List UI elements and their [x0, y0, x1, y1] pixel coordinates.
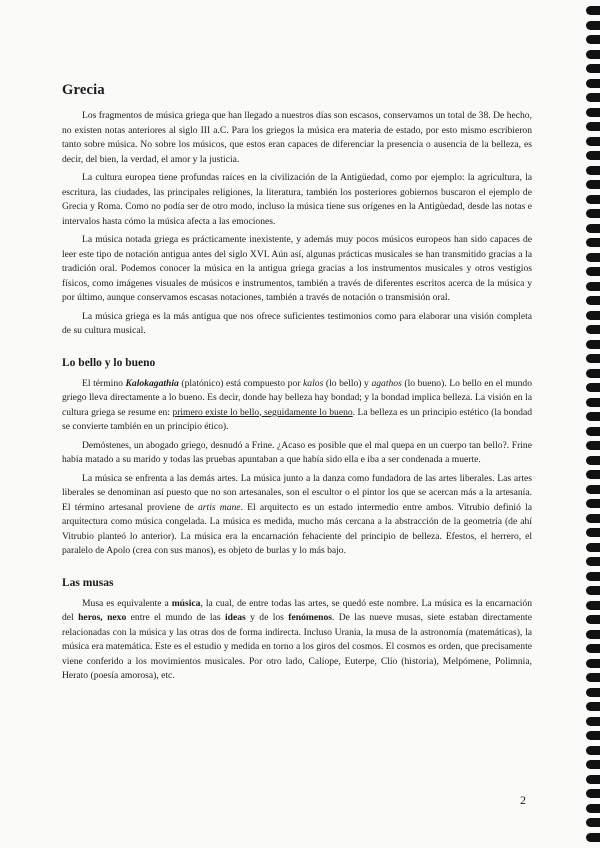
binding-ring [586, 21, 600, 30]
binding-ring [586, 514, 600, 523]
binding-ring [586, 267, 600, 276]
text-run: Los fragmentos de música griega que han llegado a nuestros días son escasos, conservamos un total de 38. De hecho, no existen notas anteriores al siglo III a.C. Para los griegos la música era materia de estado, por esto mismo escribieron tanto sobre música. No sobre los músicos, que estos eran capaces de diferenciar la presencia o ausencia de la belleza, es decir, del bien, la verdad, el amor y la justicia. [62, 110, 532, 165]
binding-ring [586, 108, 600, 117]
binding-ring [586, 804, 600, 813]
binding-ring [586, 325, 600, 334]
binding-ring [586, 746, 600, 755]
binding-ring [586, 630, 600, 639]
binding-ring [586, 224, 600, 233]
binding-ring [586, 543, 600, 552]
section-las-musas [62, 577, 532, 684]
text-run: , la cual, de entre todas las artes, se quedó este nombre. La música es la encarnación del [62, 597, 532, 623]
binding-ring [586, 441, 600, 450]
text-run: El término [82, 377, 126, 389]
text-run: La música se enfrenta a las demás artes. La música junto a la danza como fundadora de las artes liberales. Las artes liberales se denominan así puesto que no son artesanales, son el escultor o el pintor los que se acercan más a la artesanía. El término artesanal proviene de [62, 472, 532, 513]
paragraph [62, 377, 532, 435]
paragraph [62, 439, 532, 468]
paragraph [62, 109, 532, 167]
binding-ring [586, 775, 600, 784]
binding-ring [586, 586, 600, 595]
section-grecia [62, 82, 532, 339]
binding-ring [586, 673, 600, 682]
binding-ring [586, 833, 600, 842]
binding-ring [586, 253, 600, 262]
section-title: Las musas [62, 576, 114, 589]
binding-ring [586, 731, 600, 740]
section-title: Lo bello y lo bueno [62, 356, 156, 369]
binding-ring [586, 528, 600, 537]
binding-ring [586, 499, 600, 508]
document-content [62, 82, 532, 702]
binding-ring [586, 354, 600, 363]
binding-ring [586, 688, 600, 697]
text-run: kalos [303, 377, 324, 389]
text-run: y de los [245, 612, 289, 623]
text-run: Demóstenes, un abogado griego, desnudó a Frine. ¿Acaso es posible que el mal quepa en un cuerpo tan bello?. Frine había matado a su marido y todas las pruebas apuntaban a que había sido ella e iba a ser condenada a muerte. [62, 439, 532, 465]
binding-ring [586, 717, 600, 726]
binding-ring [586, 180, 600, 189]
binding-ring [586, 427, 600, 436]
binding-ring [586, 572, 600, 581]
binding-ring [586, 166, 600, 175]
binding-ring [586, 311, 600, 320]
text-run: Kalokagathia [125, 377, 179, 389]
spiral-binding [578, 6, 600, 842]
binding-ring [586, 702, 600, 711]
binding-ring [586, 601, 600, 610]
binding-ring [586, 659, 600, 668]
section-lo-bello-y-lo-bueno [62, 357, 532, 559]
text-run: . De las nueve musas, siete estaban directamente relacionadas con la música y las otras dos de forma indirecta. Incluso Urania, la musa de la astronomía (matemáticas), la música era matemática. Este es el estudio y medida en torno a los giros del cosmos. El cosmos es orden, que precisamente viene conferido a los movimientos musicales. Por otro lado, Calíope, Euterpe, Clío (historia), Melpómene, Polimnia, Herato (poesía amorosa), etc. [62, 612, 532, 681]
binding-ring [586, 456, 600, 465]
text-run: entre el mundo de las [126, 612, 225, 623]
section-title: Grecia [62, 82, 105, 98]
binding-ring [586, 818, 600, 827]
text-run: (lo bueno). Lo bello en el mundo griego lleva directamente a lo bueno. Es decir, donde hay belleza hay bondad; y la bondad implica belleza. La visión en la cultura griega se resume en: [62, 377, 532, 418]
text-run: fenómenos [288, 612, 332, 623]
paragraph [62, 310, 532, 339]
binding-ring [586, 6, 600, 15]
text-run: música [171, 597, 201, 609]
binding-ring [586, 93, 600, 102]
binding-ring [586, 50, 600, 59]
text-run: artis mane [198, 501, 241, 513]
binding-ring [586, 64, 600, 73]
paragraph [62, 171, 532, 229]
paragraph [62, 472, 532, 559]
binding-ring [586, 238, 600, 247]
binding-ring [586, 209, 600, 218]
binding-ring [586, 485, 600, 494]
text-run: Musa es equivalente a [82, 597, 172, 609]
binding-ring [586, 615, 600, 624]
binding-ring [586, 470, 600, 479]
binding-ring [586, 383, 600, 392]
binding-ring [586, 122, 600, 131]
text-run: . La belleza es un principio estético (la bondad se convierte también en un principio ético). [62, 406, 533, 432]
binding-ring [586, 137, 600, 146]
paragraph [62, 597, 532, 684]
binding-ring [586, 644, 600, 653]
binding-ring [586, 557, 600, 566]
text-run: La cultura europea tiene profundas raíces en la civilización de la Antigüedad, como por ejemplo: la agricultura, la escritura, las ciudades, las principales religiones, la literatura, también los posteriores gobiernos buscaron el ejemplo de Grecia y Roma. Como no podía ser de otro modo, incluso la música tiene sus orígenes en la Antigüedad, desde las notas e intervalos hasta cómo la música afecta a las emociones. [62, 172, 532, 227]
binding-ring [586, 398, 600, 407]
binding-ring [586, 282, 600, 291]
binding-ring [586, 35, 600, 44]
binding-ring [586, 340, 600, 349]
text-run: primero existe lo bello, seguidamente lo bueno [172, 406, 353, 418]
text-run: . El arquitecto es un estado intermedio entre ambos. Vitrubio definió la arquitectura como música congelada. La música es medida, mucho más cercana a la abstracción de la geometría (de ahí Vitrubio planteó lo anterior). La música era la encarnación fehaciente del principio de belleza. Efestos, el herrero, el paralelo de Apolo (crea con sus manos), es objeto de burlas y lo más bajo. [62, 501, 532, 556]
binding-ring [586, 296, 600, 305]
binding-ring [586, 195, 600, 204]
text-run: heros, nexo [78, 612, 127, 623]
binding-ring [586, 412, 600, 421]
page-number: 2 [520, 793, 526, 807]
text-run: agathos [371, 377, 402, 389]
binding-ring [586, 760, 600, 769]
text-run: (lo bello) y [323, 377, 372, 389]
text-run: La música notada griega es prácticamente inexistente, y además muy pocos músicos europeos han sido capaces de leer este tipo de notación antigua antes del siglo XVI. Aún así, algunas prácticas musicales se han transmitido gracias a la tradición oral. Podemos conocer la música en la antigua griega gracias a los instrumentos musicales y otros vestigios físicos, como imágenes visuales de músicos e instrumentos, también a través de diferentes escritos acerca de la música y por último, aunque conservamos escasas notaciones, también a través de notación o transmisión oral. [62, 234, 532, 303]
binding-ring [586, 151, 600, 160]
text-run: ideas [224, 612, 246, 623]
binding-ring [586, 369, 600, 378]
paragraph [62, 233, 532, 306]
binding-ring [586, 79, 600, 88]
text-run: (platónico) está compuesto por [178, 377, 304, 389]
text-run: La música griega es la más antigua que nos ofrece suficientes testimonios como para elaborar una visión completa de su cultura musical. [62, 310, 532, 336]
binding-ring [586, 789, 600, 798]
